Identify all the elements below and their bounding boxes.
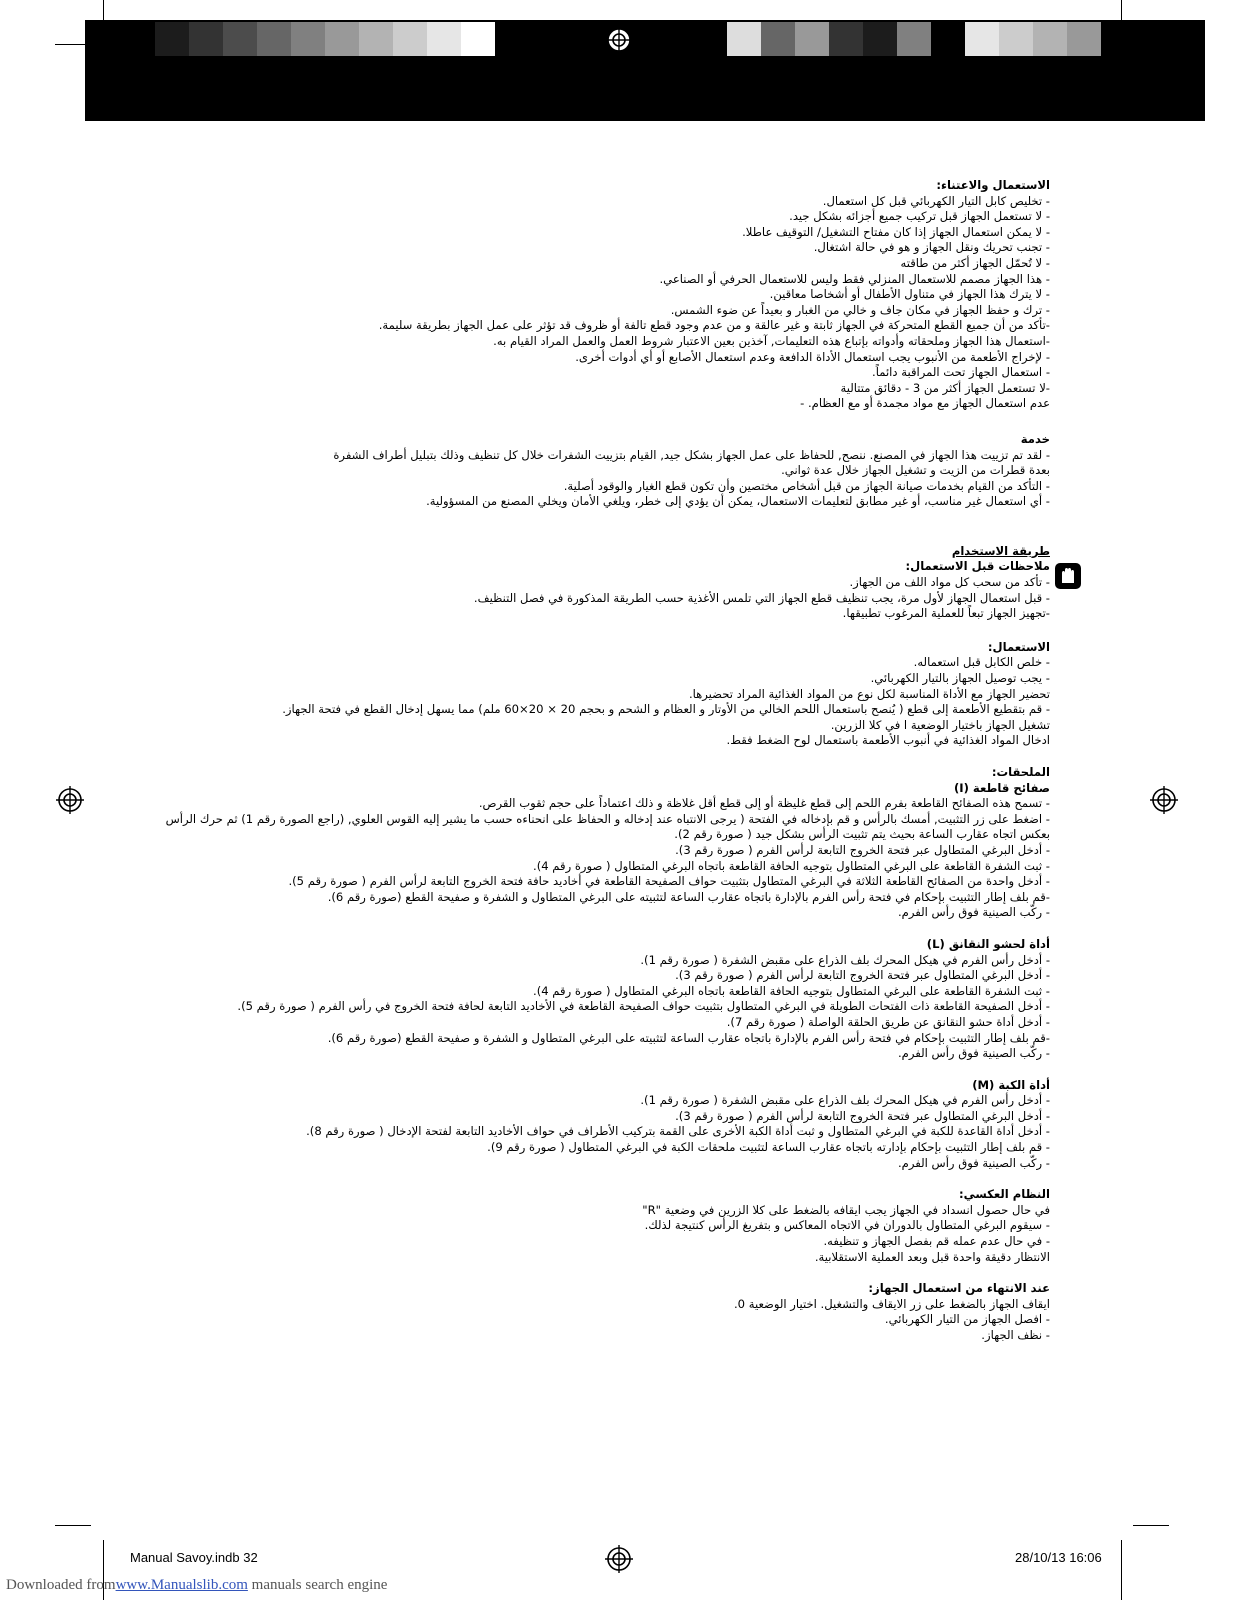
text-line: - ركّب الصينية فوق رأس الفرم. [897,1046,1050,1061]
color-swatch [121,22,155,56]
crop-mark [103,0,104,30]
section-service [240,432,1050,510]
section-heading: الاستعمال والاعتناء: [936,178,1050,192]
color-calibration-strip-left [121,22,495,56]
text-line: - ثبت الشفرة القاطعة على البرغي المتطاول بتوجيه الحافة القاطعة باتجاه البرغي المتطاول ( صورة رقم 4). [533,858,1050,873]
text-line: - قم بلف إطار التثبيت بإحكام بإدارته باتجاه عقارب الساعة لتثبيت ملحقات الكبة في البرغي المتطاول ( صورة رقم 9). [487,1140,1050,1155]
text-line: بعكس اتجاه عقارب الساعة بحيث يتم تثبيت الرأس بشكل جيد ( صورة رقم 2). [674,827,1050,842]
usage-title: طريقة الاستخدام [951,543,1050,558]
section-heading: خدمة [1020,431,1050,446]
text-line: - لا يترك هذا الجهاز في متناول الأطفال أو أشخاصا معاقين. [769,287,1050,302]
text-line: - لقد تم تزييت هذا الجهاز في المصنع. ننصح, للحفاظ على عمل الجهاز بشكل جيد, القيام بتزييت الشفرات خلال كل تنظيف وذلك بتبليل أطراف الشفرة [333,447,1050,462]
text-line: - ركّب الصينية فوق رأس الفرم. [897,905,1050,920]
section-lines [237,952,1050,1062]
color-swatch [761,22,795,56]
text-line: تحضير الجهاز مع الأداة المناسبة لكل نوع من المواد الغذائية المراد تحضيرها. [688,686,1050,701]
watermark-prefix: Downloaded from [6,1577,116,1593]
text-line: - خلص الكابل قبل استعماله. [913,655,1050,670]
text-line: - أدخل البرغي المتطاول عبر فتحة الخروج التابعة لرأس الفرم ( صورة رقم 3). [675,842,1050,857]
section-heading: أداة لحشو النقانق (L) [926,936,1050,951]
color-swatch [829,22,863,56]
text-line: - نظف الجهاز. [981,1328,1050,1342]
text-line: - أي استعمال غير مناسب، أو غير مطابق لتعليمات الاستعمال، يمكن أن يؤدي إلى خطر، ويلغي الأمان ويخلي المصنع من المسؤولية. [426,494,1050,509]
text-line: - أدخل رأس الفرم في هيكل المحرك بلف الذراع على مقبض الشفرة ( صورة رقم 1). [640,1093,1050,1108]
color-swatch [189,22,223,56]
section-sausage-tool [237,936,1050,1062]
text-line: - ترك و حفظ الجهاز في مكان جاف و خالي من الغبار و بعيداً عن ضوء الشمس. [670,302,1050,317]
text-line: - افصل الجهاز من التيار الكهربائي. [884,1312,1050,1327]
color-swatch [223,22,257,56]
crop-mark [55,44,91,45]
text-line: - لا تُحمّل الجهاز أكثر من طاقته [900,255,1050,270]
section-lines [240,1297,1050,1344]
color-swatch [257,22,291,56]
section-before-use [240,559,1050,621]
watermark-suffix: manuals search engine [247,1577,388,1593]
section-use [240,640,1050,749]
section-reverse-system [240,1187,1050,1265]
hand-icon [1055,563,1081,589]
section-lines [240,655,1050,749]
text-line: - لإخراج الأطعمة من الأنبوب يجب استعمال الأداة الدافعة وعدم استعمال الأصابع أو أي أدوات أخرى. [575,349,1050,364]
color-swatch [427,22,461,56]
section-heading: النظام العكسي: [958,1187,1050,1202]
registration-mark-icon [56,786,84,814]
text-line: - أدخل رأس الفرم في هيكل المحرك بلف الذراع على مقبض الشفرة ( صورة رقم 1). [640,952,1050,967]
text-line: - أدخل البرغي المتطاول عبر فتحة الخروج التابعة لرأس الفرم ( صورة رقم 3). [675,968,1050,983]
color-swatch [1067,22,1101,56]
text-line: - أدخل أداة حشو النقانق عن طريق الحلقة الواصلة ( صورة رقم 7). [726,1014,1050,1029]
document-body [165,178,1050,1360]
text-line: - ثبت الشفرة القاطعة على البرغي المتطاول بتوجيه الحافة القاطعة باتجاه البرغي المتطاول ( صورة رقم 4). [533,983,1050,998]
text-line: بعدة قطرات من الزيت و تشغيل الجهاز خلال عدة ثواني. [781,463,1050,478]
text-line: -لا تستعمل الجهاز أكثر من 3 - دقائق متتالية [840,380,1050,395]
text-line: - أدخل الصفيحة القاطعة ذات الفتحات الطويلة في البرغي المتطاول بتثبيت حواف الصفيحة القاطعة في الأخاديد التابعة لحافة فتحة الخروج في رأس الفرم ( صورة رقم 5). [237,999,1050,1014]
text-line: - أدخل البرغي المتطاول عبر فتحة الخروج التابعة لرأس الفرم ( صورة رقم 3). [675,1108,1050,1123]
section-heading: عند الانتهاء من استعمال الجهاز: [868,1281,1050,1296]
text-line: - تسمح هذه الصفائح القاطعة بفرم اللحم إلى قطع غليظة أو إلى قطع أقل غلاظة و ذلك اعتماداً على حجم ثقوب القرص. [478,796,1050,811]
section-lines [240,575,1050,622]
color-swatch [863,22,897,56]
color-swatch [155,22,189,56]
section-heading: الاستعمال: [987,639,1050,654]
text-line: - سيقوم البرغي المتطاول بالدوران في الاتجاه المعاكس و بتفريغ الرأس كنتيجة لذلك. [644,1218,1050,1233]
section-lines [240,194,1050,412]
text-line: - ركّب الصينية فوق رأس الفرم. [897,1155,1050,1170]
text-line: - اضغط على زر التثبيت, أمسك بالرأس و قم بإدخاله في الفتحة ( يرجى الانتباه عند إدخاله و الحفاظ على انحناءه حسب ما يشير إليه القوس العلوي, (راجع الصورة رقم 1) ثم حرك الرأس [165,811,1050,826]
download-watermark [6,1577,387,1594]
color-swatch [795,22,829,56]
color-swatch [727,22,761,56]
text-line: -تجهيز الجهاز تبعاً للعملية المرغوب تطبيقها. [842,606,1050,621]
color-swatch [291,22,325,56]
text-line: - أدخل واحدة من الصفائح القاطعة الثلاثة في البرغي المتطاول بتثبيت حواف الصفيحة القاطعة في أخاديد حافة فتحة الخروج التابعة لرأس الفرم ( صورة رقم 5). [288,874,1050,889]
section-lines [165,796,1050,921]
text-line: - يجب توصيل الجهاز بالتيار الكهربائي. [870,671,1050,686]
text-line: - تأكد من سحب كل مواد اللف من الجهاز. [849,575,1050,590]
section-lines [240,1203,1050,1265]
color-swatch [393,22,427,56]
text-line: - أدخل أداة القاعدة للكبة في البرغي المتطاول و ثبت أداة الكبة الأخرى على القمة بتركيب الأطراف في حواف الأخاديد التابعة لفتحة الإدخال ( صورة رقم 8). [306,1124,1050,1139]
text-line: - قم بتقطيع الأطعمة إلى قطع ( يُنصح باستعمال اللحم الخالي من الأوتار و العظام و الشحم و بحجم 20 × 20×60 ملم) مما يسهل إدخال القطع في فتحة الجهاز. [282,702,1050,717]
color-swatch [461,22,495,56]
footer-date-time: 28/10/13 16:06 [1015,1550,1102,1565]
watermark-site-link[interactable]: www.Manualslib.com [115,1577,248,1593]
section-heading: الملحقات: [991,765,1050,779]
text-line: تشغيل الجهاز باختيار الوضعية ا في كلا الزرين. [830,717,1050,732]
text-line: - استعمال الجهاز تحت المراقبة دائماً. [872,365,1050,380]
color-swatch [325,22,359,56]
section-lines [240,1093,1050,1171]
footer-file-info: Manual Savoy.indb 32 [130,1550,258,1565]
section-accessories [240,765,1050,781]
color-swatch [965,22,999,56]
crop-mark [1133,71,1169,73]
crop-mark [1121,0,1122,30]
registration-mark-icon [605,1545,633,1573]
crop-mark [55,1525,91,1526]
section-cutting-plates [165,780,1050,921]
section-kebbe-tool [240,1078,1050,1172]
section-heading: صفائح قاطعة (I) [953,780,1050,795]
text-line: - تخليص كابل التيار الكهربائي قبل كل استعمال. [822,193,1050,208]
text-line: -تأكد من أن جميع القطع المتحركة في الجهاز ثابتة و غير عالقة و من عدم وجود قطع تالفة أو ظروف قد تؤثر على عمل الجهاز بطريقة سليمة. [378,318,1050,333]
color-swatch [931,22,965,56]
text-line: عدم استعمال الجهاز مع مواد مجمدة أو مع العظام. - [800,396,1050,411]
text-line: ادخال المواد الغذائية في أنبوب الأطعمة باستعمال لوح الضغط فقط. [726,733,1050,748]
text-line: -استعمال هذا الجهاز وملحقاته وأدواته بإتباع هذه التعليمات, آخذين بعين الاعتبار شروط العمل والعمل المراد القيام به. [493,333,1050,348]
text-line: - في حال عدم عمله قم بفصل الجهاز و تنظيفه. [823,1234,1050,1249]
text-line: - لا تستعمل الجهاز قبل تركيب جميع أجزائه بشكل جيد. [789,209,1050,224]
section-heading: ملاحظات قبل الاستعمال: [905,559,1050,574]
text-line: - تجنب تحريك ونقل الجهاز و هو في حالة اشتغال. [813,240,1050,255]
section-lines [240,448,1050,510]
section-heading: أداة الكبة (M) [972,1077,1050,1092]
text-line: - لا يمكن استعمال الجهاز إذا كان مفتاح التشغيل/ التوقيف عاطلا. [742,224,1050,239]
color-swatch [359,22,393,56]
text-line: الانتظار دقيقة واحدة قبل وبعد العملية الاستقلابية. [814,1249,1050,1264]
section-after-use [240,1281,1050,1343]
text-line: في حال حصول انسداد في الجهاز يجب ايقافه بالضغط على كلا الزرين في وضعية "R" [642,1202,1050,1217]
color-swatch [999,22,1033,56]
color-swatch [897,22,931,56]
registration-mark-icon [605,26,633,54]
text-line: - قبل استعمال الجهاز لأول مرة، يجب تنظيف قطع الجهاز التي تلمس الأغذية حسب الطريقة المذكورة في فصل التنظيف. [473,590,1050,605]
crop-mark [1133,1525,1169,1526]
usage-block [165,543,1050,1344]
section-usage-care [240,178,1050,412]
text-line: - هذا الجهاز مصمم للاستعمال المنزلي فقط وليس للاستعمال الحرفي أو الصناعي. [659,271,1050,286]
text-line: ايقاف الجهاز بالضغط على زر الايقاف والتشغيل. اختيار الوضعية 0. [733,1296,1050,1311]
crop-mark [1121,1540,1122,1600]
color-calibration-strip-right [727,22,1101,56]
color-swatch [1033,22,1067,56]
text-line: -قم بلف إطار التثبيت بإحكام في فتحة رأس الفرم بالإدارة باتجاه عقارب الساعة لتثبيته على البرغي المتطاول و الشفرة و صفيحة القطع (صورة رقم 6). [327,889,1050,904]
registration-mark-icon [1150,786,1178,814]
text-line: - التأكد من القيام بخدمات صيانة الجهاز من قبل أشخاص مختصين وأن تكون قطع الغيار والوقود أصلية. [563,478,1050,493]
text-line: -قم بلف إطار التثبيت بإحكام في فتحة رأس الفرم بالإدارة باتجاه عقارب الساعة لتثبيته على البرغي المتطاول و الشفرة و صفيحة القطع (صورة رقم 6). [327,1030,1050,1045]
